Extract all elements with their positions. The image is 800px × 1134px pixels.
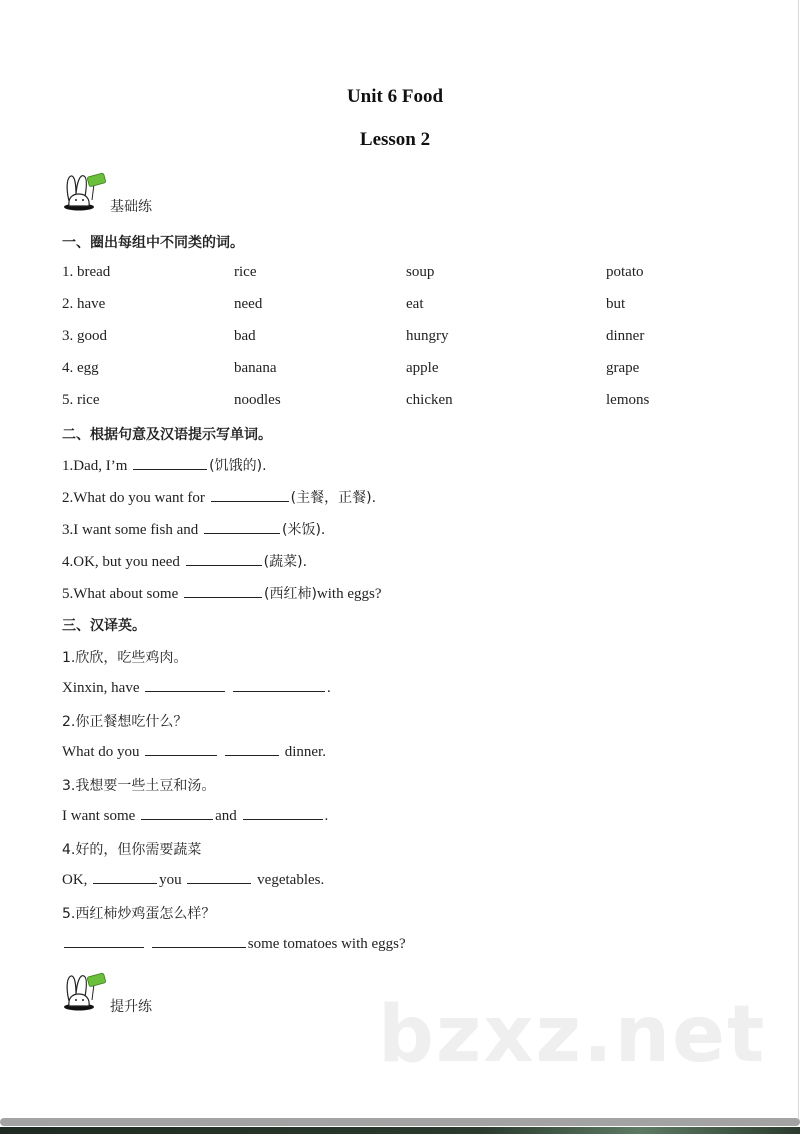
answer-blank[interactable] bbox=[211, 489, 289, 502]
item-text: What do you bbox=[62, 744, 144, 760]
item-text: 5.What about some bbox=[62, 586, 182, 602]
answer-blank[interactable] bbox=[93, 871, 157, 884]
word[interactable]: potato bbox=[606, 264, 644, 280]
word[interactable]: eat bbox=[406, 296, 424, 312]
answer-blank[interactable] bbox=[145, 743, 217, 756]
chinese-sentence: 5.西红柿炒鸡蛋怎么样？ bbox=[62, 906, 216, 922]
translation-item bbox=[62, 679, 331, 697]
word[interactable]: apple bbox=[406, 360, 439, 376]
item-text: 2.What do you want for bbox=[62, 490, 209, 506]
answer-blank[interactable] bbox=[186, 553, 262, 566]
word[interactable]: soup bbox=[406, 264, 435, 280]
document-title: Unit 6 Food bbox=[346, 86, 444, 107]
lesson-title: Lesson 2 bbox=[359, 129, 431, 150]
word[interactable]: lemons bbox=[606, 392, 650, 408]
fill-in-item bbox=[62, 487, 376, 507]
chinese-hint: (米饭). bbox=[281, 522, 326, 538]
item-text-mid: you bbox=[159, 872, 186, 888]
item-text: 3.I want some fish and bbox=[62, 522, 202, 538]
item-text: 4.OK, but you need bbox=[62, 554, 184, 570]
section2-heading: 二、根据句意及汉语提示写单词。 bbox=[62, 427, 272, 443]
item-text: 1.Dad, I’m bbox=[62, 458, 132, 474]
chinese-sentence: 1.欣欣，吃些鸡肉。 bbox=[62, 650, 188, 666]
fill-in-item bbox=[62, 583, 382, 603]
answer-blank[interactable] bbox=[133, 457, 207, 470]
translation-item bbox=[62, 935, 406, 953]
word[interactable]: chicken bbox=[406, 392, 453, 408]
item-text: I want some bbox=[62, 808, 140, 824]
item-text-mid bbox=[219, 744, 223, 760]
answer-blank[interactable] bbox=[225, 743, 279, 756]
section3-heading: 三、汉译英。 bbox=[62, 618, 146, 634]
word[interactable]: rice bbox=[234, 264, 257, 280]
word[interactable]: need bbox=[234, 296, 263, 312]
word[interactable]: hungry bbox=[406, 328, 449, 344]
translation-item bbox=[62, 743, 326, 761]
chinese-hint: (西红柿) bbox=[263, 586, 317, 602]
chinese-sentence: 3.我想要一些土豆和汤。 bbox=[62, 778, 216, 794]
section1-heading: 一、圈出每组中不同类的词。 bbox=[62, 235, 244, 251]
item-text-mid: and bbox=[215, 808, 241, 824]
item-text: OK, bbox=[62, 872, 92, 888]
advanced-practice-badge bbox=[62, 972, 152, 1015]
chinese-hint: (饥饿的). bbox=[209, 458, 267, 474]
word[interactable]: banana bbox=[234, 360, 277, 376]
word[interactable]: 5. rice bbox=[62, 392, 100, 408]
basic-practice-label: 基础练 bbox=[110, 199, 152, 215]
word[interactable]: grape bbox=[606, 360, 640, 376]
word[interactable]: noodles bbox=[234, 392, 281, 408]
fill-in-item bbox=[62, 455, 267, 475]
basic-practice-badge bbox=[62, 172, 152, 215]
bunny-icon bbox=[62, 972, 108, 1012]
answer-blank[interactable] bbox=[145, 679, 225, 692]
translation-item bbox=[62, 807, 328, 825]
item-text-end: . bbox=[326, 680, 331, 696]
watermark: bzxz.net bbox=[378, 990, 767, 1080]
answer-blank[interactable] bbox=[243, 807, 323, 820]
item-text-end: some tomatoes with eggs? bbox=[247, 936, 406, 952]
answer-blank[interactable] bbox=[152, 935, 246, 948]
chinese-sentence: 4.好的，但你需要蔬菜 bbox=[62, 842, 202, 858]
word[interactable]: but bbox=[606, 296, 626, 312]
word[interactable]: 4. egg bbox=[62, 360, 99, 376]
chinese-hint: (蔬菜). bbox=[263, 554, 308, 570]
background-strip bbox=[0, 1127, 800, 1134]
word[interactable]: 2. have bbox=[62, 296, 106, 312]
chinese-sentence: 2.你正餐想吃什么？ bbox=[62, 714, 188, 730]
answer-blank[interactable] bbox=[184, 585, 262, 598]
word[interactable]: dinner bbox=[606, 328, 645, 344]
translation-item bbox=[62, 871, 324, 889]
word[interactable]: bad bbox=[234, 328, 256, 344]
bunny-icon bbox=[62, 172, 108, 212]
item-text: Xinxin, have bbox=[62, 680, 144, 696]
fill-in-item bbox=[62, 519, 325, 539]
item-text-end: vegetables. bbox=[253, 872, 325, 888]
answer-blank[interactable] bbox=[141, 807, 213, 820]
answer-blank[interactable] bbox=[233, 679, 325, 692]
fill-in-item bbox=[62, 551, 307, 571]
word[interactable]: 1. bread bbox=[62, 264, 111, 280]
item-text-end: dinner. bbox=[280, 744, 326, 760]
advanced-practice-label: 提升练 bbox=[110, 999, 152, 1015]
horizontal-scrollbar[interactable] bbox=[0, 1118, 800, 1126]
item-text-end: . bbox=[324, 808, 329, 824]
answer-blank[interactable] bbox=[204, 521, 280, 534]
chinese-hint: (主餐，正餐). bbox=[290, 490, 377, 506]
answer-blank[interactable] bbox=[64, 935, 144, 948]
word[interactable]: 3. good bbox=[62, 328, 107, 344]
item-text-mid bbox=[146, 936, 150, 952]
answer-blank[interactable] bbox=[187, 871, 251, 884]
item-text-end: with eggs? bbox=[316, 586, 382, 602]
item-text-mid bbox=[227, 680, 231, 696]
